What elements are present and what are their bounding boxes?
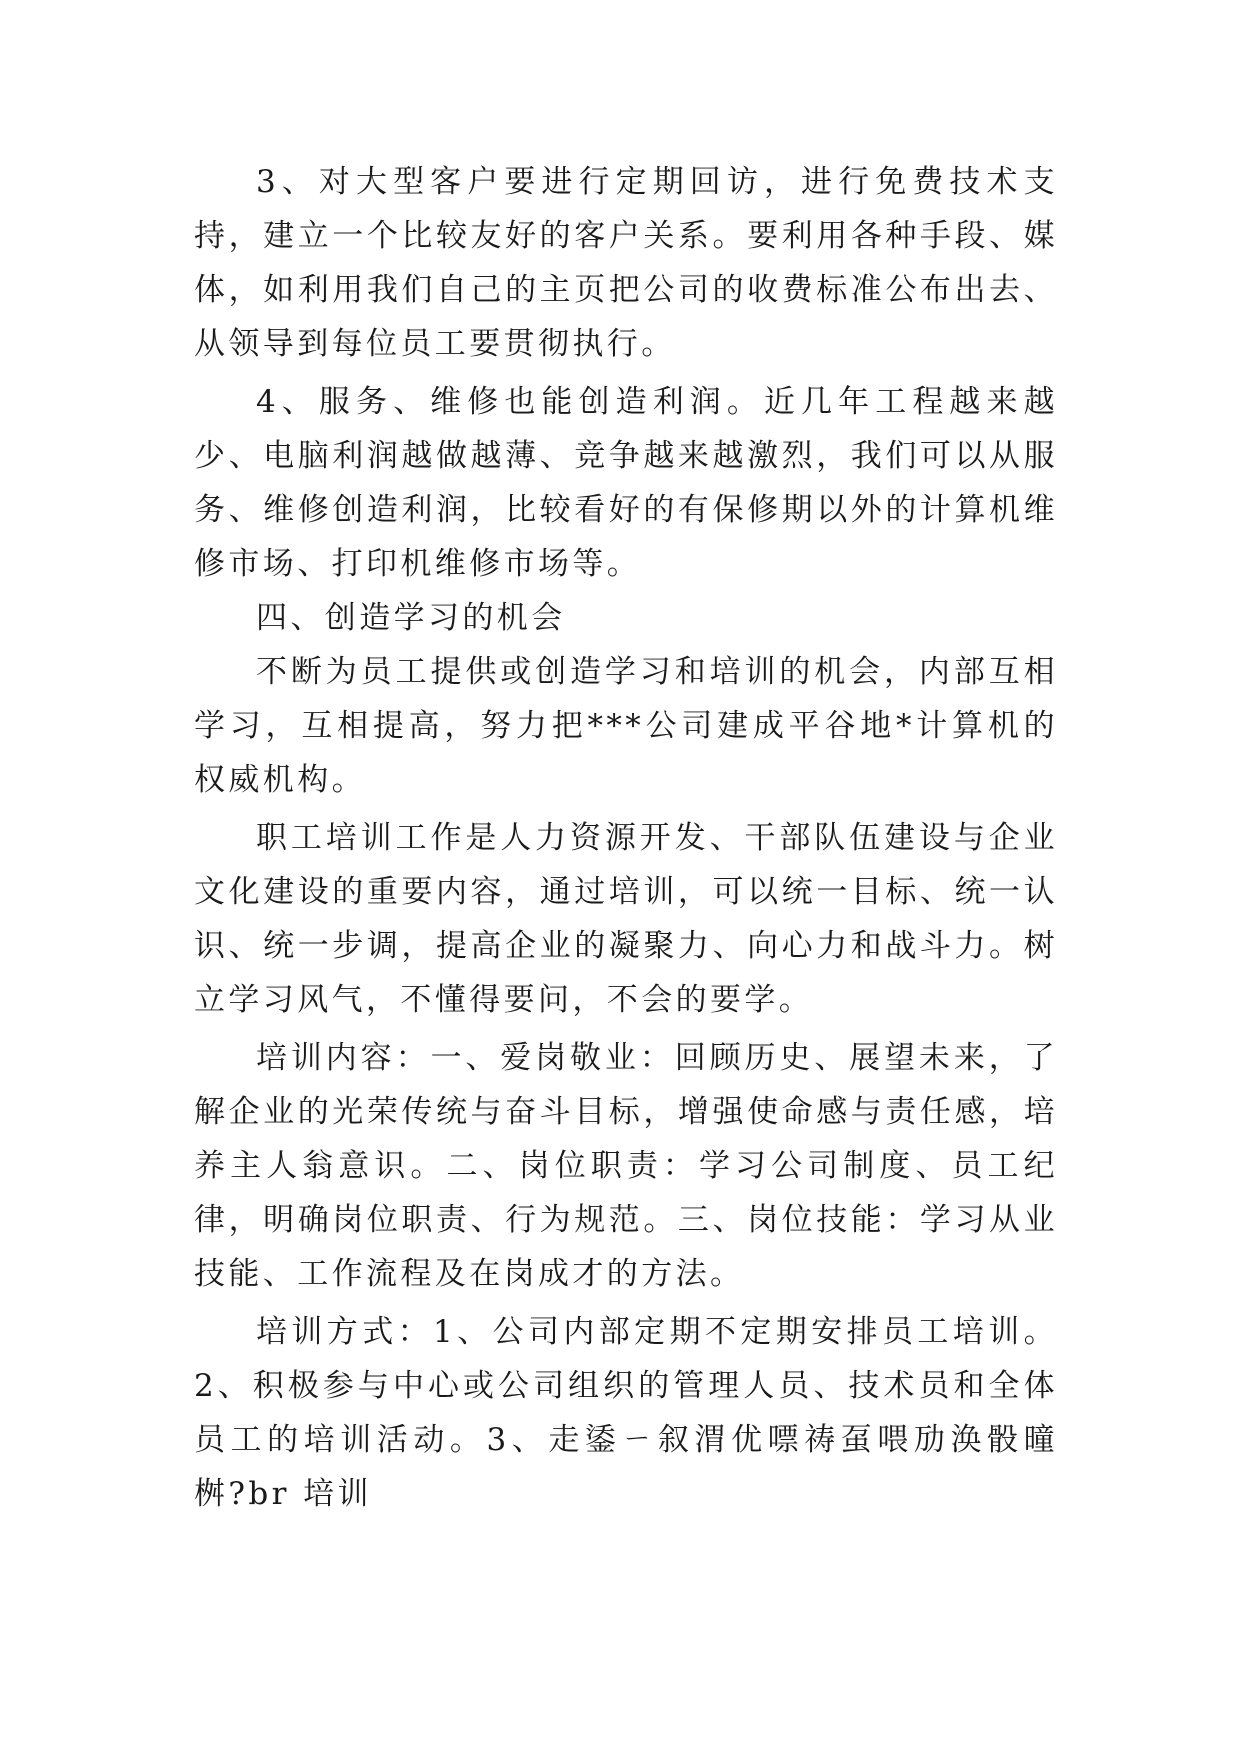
paragraph-service-repair-profit: 4、服务、维修也能创造利润。近几年工程越来越少、电脑利润越做越薄、竞争越来越激烈，我们可以从服务、维修创造利润，比较看好的有保修期以外的计算机维修市场、打印机维修市场等。	[194, 384, 1058, 582]
paragraph-training-opportunities: 不断为员工提供或创造学习和培训的机会，内部互相学习，互相提高，努力把***公司建成平谷地*计算机的权威机构。	[194, 654, 1058, 798]
paragraph-staff-training-importance: 职工培训工作是人力资源开发、干部队伍建设与企业文化建设的重要内容，通过培训，可以统一目标、统一认识、统一步调，提高企业的凝聚力、向心力和战斗力。树立学习风气，不懂得要问，不会的要学。	[194, 820, 1058, 1018]
paragraph-training-methods: 培训方式：1、公司内部定期不定期安排员工培训。2、积极参与中心或公司组织的管理人员、技术员和全体员工的培训活动。3、走鋈ㄧ叙渭优嘌祷虿喂劢涣骰曈桝?br 培训	[194, 1314, 1058, 1512]
section-heading-learning-opportunities: 四、创造学习的机会	[256, 600, 566, 636]
document-body	[194, 155, 1058, 1521]
paragraph-training-content: 培训内容：一、爱岗敬业：回顾历史、展望未来，了解企业的光荣传统与奋斗目标，增强使命感与责任感，培养主人翁意识。二、岗位职责：学习公司制度、员工纪律，明确岗位职责、行为规范。三、岗位技能：学习从业技能、工作流程及在岗成才的方法。	[194, 1040, 1058, 1292]
paragraph-customer-visits: 3、对大型客户要进行定期回访，进行免费技术支持，建立一个比较友好的客户关系。要利用各种手段、媒体，如利用我们自己的主页把公司的收费标准公布出去、从领导到每位员工要贯彻执行。	[194, 164, 1058, 362]
